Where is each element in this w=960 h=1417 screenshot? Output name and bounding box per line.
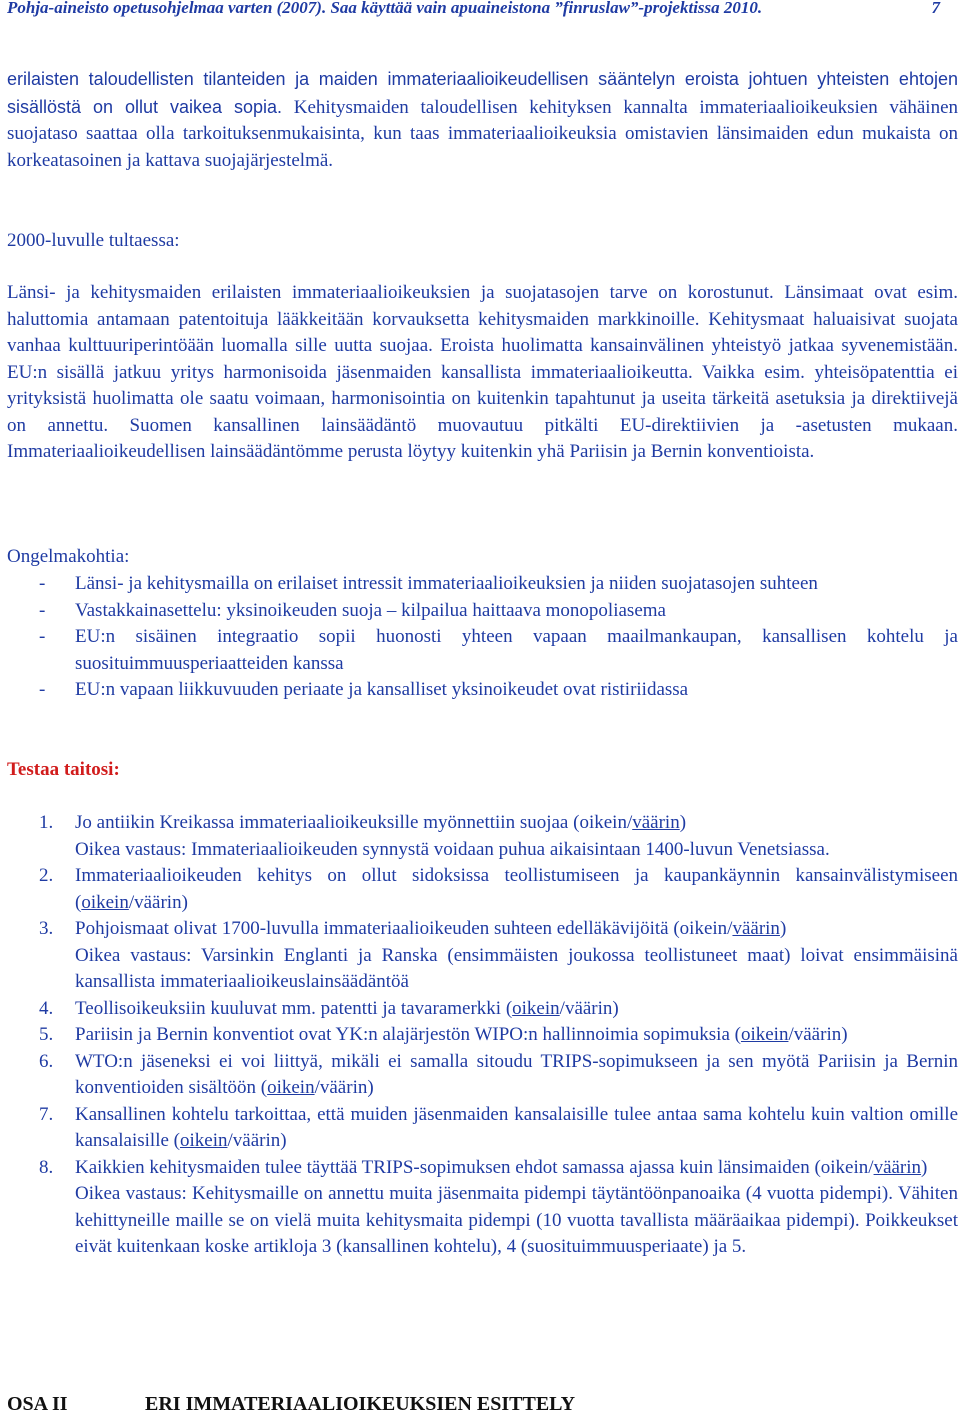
quiz-number: 3.: [39, 918, 54, 939]
footer-part: OSA II: [7, 1393, 68, 1415]
intro-part2: Kehitysmaiden taloudellisen kehityksen kannalta immateriaalioikeuksien vähäinen suojataso saattaa olla tarkoituksenmukaisinta, kun taas immateriaalioikeuksia omistavien länsimaiden edun mukaista on korkeatasoinen ja kattava suojajärjestelmä.: [7, 96, 959, 171]
answer-option-vaarin: väärin: [564, 997, 613, 1019]
quiz-number: 4.: [39, 997, 54, 1019]
quiz-question: Jo antiikin Kreikassa immateriaalioikeuksille myönnettiin suojaa: [75, 812, 569, 833]
answer-option-vaarin: väärin: [632, 812, 680, 833]
quiz-question: WTO:n jäseneksi ei voi liittyä, mikäli ei samalla sitoudu TRIPS-sopimukseen ja sen myötä Pariisin ja Bernin konventioiden sisältöön: [75, 1050, 958, 1098]
quiz-item: 3. Pohjoismaat olivat 1700-luvulla immateriaalioikeuden suhteen edelläkävijöitä (oikein/väärin) Oikea vastaus: Varsinkin Englanti ja Ranska (ensimmäisten joukossa teollistuneet maat) loivat ensimmäisinä kansallista immateriaalioikeuslainsäädäntöä: [39, 918, 958, 992]
section-2000-title: 2000-luvulle tultaessa:: [7, 230, 180, 251]
answer-option-oikein: oikein: [512, 997, 560, 1019]
answer-option-vaarin: väärin: [873, 1156, 922, 1178]
quiz-item: 7. Kansallinen kohtelu tarkoittaa, että muiden jäsenmaiden kansalaisille tulee antaa sama kohtelu kuin valtion omille kansalaisille (oikein/väärin): [39, 1103, 958, 1151]
problem-text: EU:n sisäinen integraatio sopii huonosti yhteen vapaan maailmankaupan, kansallisen kohtelu ja suosituimmuusperiaatteiden kanssa: [75, 626, 958, 674]
answer-option-vaarin: väärin: [793, 1024, 842, 1045]
quiz-item: 6. WTO:n jäseneksi ei voi liittyä, mikäli ei samalla sitoudu TRIPS-sopimukseen ja sen myötä Pariisin ja Bernin konventioiden sisältöön (oikein/väärin): [39, 1050, 958, 1098]
problems-list: [7, 571, 958, 704]
page-footer: [7, 1391, 576, 1417]
answer-option-vaarin: väärin: [232, 1130, 281, 1151]
answer-option-vaarin: väärin: [319, 1077, 368, 1098]
quiz-number: 5.: [39, 1024, 54, 1045]
quiz-item: 5. Pariisin ja Bernin konventiot ovat YK:n alajärjestön WIPO:n hallinnoimia sopimuksia (oikein/väärin): [7, 1022, 958, 1049]
quiz-question: Pariisin ja Bernin konventiot ovat YK:n alajärjestön WIPO:n hallinnoimia sopimuksia: [75, 1024, 730, 1045]
problems-title: Ongelmakohtia:: [7, 546, 130, 567]
running-header: [7, 0, 940, 18]
quiz-question: Immateriaalioikeuden kehitys on ollut sidoksissa teollistumiseen ja kaupankäynnin kansainvälistymiseen: [75, 865, 958, 886]
quiz-title: Testaa taitosi:: [7, 759, 120, 780]
dash-bullet: -: [39, 599, 46, 621]
quiz-question: Kansallinen kohtelu tarkoittaa, että muiden jäsenmaiden kansalaisille tulee antaa sama kohtelu kuin valtion omille kansalaisille: [75, 1103, 958, 1151]
dash-bullet: -: [39, 679, 46, 700]
quiz-question: Pohjoismaat olivat 1700-luvulla immateriaalioikeuden suhteen edelläkävijöitä: [75, 918, 669, 939]
answer-option-oikein: oikein: [820, 1156, 869, 1178]
quiz-number: 1.: [39, 812, 54, 833]
quiz-number: 8.: [39, 1156, 54, 1178]
intro-part1: erilaisten taloudellisten tilanteiden ja maiden immateriaalioikeudellisen sääntelyn eroista johtuen yhteisten ehtojen sisällöstä on ollut vaikea sopia.: [7, 69, 958, 117]
problem-item: [7, 677, 958, 704]
page-number: 7: [931, 0, 940, 17]
quiz-item: 8. Kaikkien kehitysmaiden tulee täyttää TRIPS-sopimuksen ehdot samassa ajassa kuin länsimaiden (oikein/väärin) Oikea vastaus: Kehitysmaille on annettu muita jäsenmaita pidempi täytäntöönpanoaika (4 vuotta pidempi). Vähiten kehittyneille maille se on vielä muita kehitysmaita pidempi (10 vuotta tavallista määräaikaa pidempi). Poikkeukset eivät kuitenkaan koske artikloja 3 (kansallinen kohtelu), 4 (suosituimmuusperiaate) ja 5.: [39, 1156, 958, 1257]
answer-option-vaarin: väärin: [134, 891, 182, 913]
header-title: Pohja-aineisto opetusohjelmaa varten (2007). Saa käyttää vain apuaineistona ”finruslaw”-projektissa 2010.: [7, 0, 763, 17]
quiz-item: 4. Teollisoikeuksiin kuuluvat mm. patentti ja tavaramerkki (oikein/väärin): [7, 996, 958, 1023]
quiz-correct-answer-note: Oikea vastaus: Varsinkin Englanti ja Ranska (ensimmäisten joukossa teollistuneet maat) loivat ensimmäisinä kansallista immateriaalioikeuslainsäädäntöä: [75, 944, 958, 992]
quiz-question: Kaikkien kehitysmaiden tulee täyttää TRIPS-sopimuksen ehdot samassa ajassa kuin länsimaiden: [75, 1156, 810, 1178]
quiz-number: 7.: [39, 1103, 54, 1125]
answer-option-oikein: oikein: [267, 1077, 315, 1098]
answer-option-vaarin: väärin: [732, 918, 780, 939]
quiz-correct-answer-note: Oikea vastaus: Immateriaalioikeuden synnystä voidaan puhua aikaisintaan 1400-luvun Venetsiassa.: [75, 838, 830, 860]
quiz-item: 2. Immateriaalioikeuden kehitys on ollut sidoksissa teollistumiseen ja kaupankäynnin kansainvälistymiseen (oikein/väärin): [39, 865, 958, 913]
quiz-correct-answer-note: Oikea vastaus: Kehitysmaille on annettu muita jäsenmaita pidempi täytäntöönpanoaika (4 vuotta pidempi). Vähiten kehittyneille maille se on vielä muita kehitysmaita pidempi (10 vuotta tavallista määräaikaa pidempi). Poikkeukset eivät kuitenkaan koske artikloja 3 (kansallinen kohtelu), 4 (suosituimmuusperiaate) ja 5.: [75, 1183, 958, 1257]
quiz-question: Teollisoikeuksiin kuuluvat mm. patentti ja tavaramerkki: [75, 997, 502, 1019]
answer-option-oikein: oikein: [579, 812, 627, 833]
quiz-number: 2.: [39, 865, 54, 886]
problem-text: EU:n vapaan liikkuvuuden periaate ja kansalliset yksinoikeudet ovat ristiriidassa: [75, 679, 689, 700]
problem-text: Vastakkainasettelu: yksinoikeuden suoja – kilpailua haittaava monopoliasema: [75, 599, 666, 621]
dash-bullet: -: [39, 573, 46, 594]
footer-section-title: ERI IMMATERIAALIOIKEUKSIEN ESITTELY: [145, 1393, 576, 1415]
problem-item: [7, 624, 958, 677]
problem-item: [7, 598, 958, 625]
problem-item: [7, 571, 958, 598]
answer-option-oikein: oikein: [180, 1130, 228, 1151]
problem-text: Länsi- ja kehitysmailla on erilaiset intressit immateriaalioikeuksien ja niiden suojatasojen suhteen: [75, 573, 818, 594]
answer-option-oikein: oikein: [81, 891, 129, 913]
section-2000-body: Länsi- ja kehitysmaiden erilaisten immateriaalioikeuksien ja suojatasojen tarve on korostunut. Länsimaat ovat esim. haluttomia antamaan patentoituja lääkkeitään korvauksetta kehitysmaiden markkinoille. Kehitysmaat haluaisivat suojata vanhaa kulttuuriperintöään luomalla sille uutta suojaa. Eroista huolimatta kansainvälinen yhteistyö jatkaa syvenemistään. EU:n sisällä jatkuu yritys harmonisoida jäsenmaiden kansallista immateriaalioikeutta. Vaikka esim. yhteisöpatenttia ei yrityksistä huolimatta ole saatu voimaan, harmonisointia on kuitenkin tapahtunut ja useita tärkeitä asetuksia ja direktiivejä on annettu. Suomen kansallinen lainsäädäntö muovautuu pitkälti EU-direktiivien ja -asetusten mukaan. Immateriaalioikeudellisen lainsäädäntömme perusta löytyy kuitenkin yhä Pariisin ja Bernin konventioista.: [7, 282, 958, 462]
quiz-item: 1. Jo antiikin Kreikassa immateriaalioikeuksille myönnettiin suojaa (oikein/väärin) Oikea vastaus: Immateriaalioikeuden synnystä voidaan puhua aikaisintaan 1400-luvun Venetsiassa.: [39, 812, 830, 860]
quiz-list: [7, 810, 958, 1261]
answer-option-oikein: oikein: [740, 1024, 789, 1045]
answer-option-oikein: oikein: [679, 918, 728, 939]
dash-bullet: -: [39, 626, 46, 647]
intro-paragraph: [7, 66, 958, 174]
quiz-number: 6.: [39, 1050, 54, 1072]
